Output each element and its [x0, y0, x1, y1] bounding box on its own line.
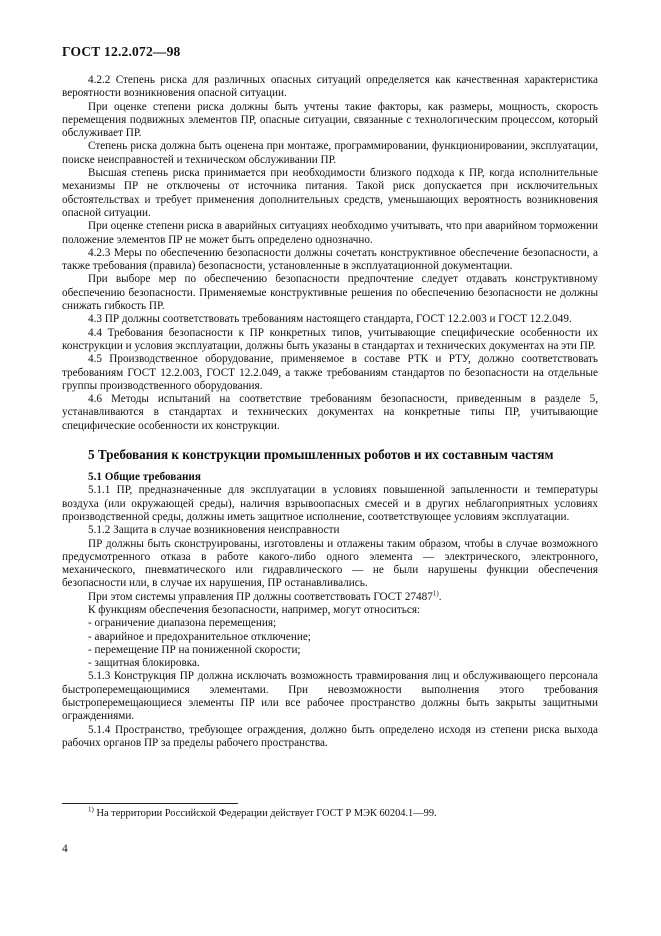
list-item: - защитная блокировка. — [88, 657, 200, 670]
paragraph: Высшая степень риска принимается при необходимости близкого подхода к ПР, когда исполнительные механизмы ПР не отключены от источника питания. Такой риск допускается при исключительных обстоятельствах и требует применения дополнительных средств, уменьшающих вероятность возникновения опасной ситуации. — [62, 167, 598, 219]
document-body — [62, 74, 598, 750]
gost-reference-end: . — [438, 590, 442, 603]
list-item: - перемещение ПР на пониженной скорости; — [88, 643, 301, 656]
paragraph: 4.4 Требования безопасности к ПР конкретных типов, учитывающие специфические особенности их конструкции и условия эксплуатации, должны быть указаны в стандартах и технических документах на эти ПР. — [62, 326, 598, 352]
paragraph: 4.3 ПР должны соответствовать требованиям настоящего стандарта, ГОСТ 12.2.003 и ГОСТ 12.2.049. — [88, 313, 572, 326]
gost-reference-paragraph — [62, 588, 598, 604]
list-item: - ограничение диапазона перемещения; — [88, 617, 277, 630]
footnote-text: На территории Российской Федерации действует ГОСТ Р МЭК 60204.1—99. — [96, 808, 437, 819]
paragraph: 4.2.2 Степень риска для различных опасных ситуаций определяется как качественная характеристика вероятности возникновения опасной ситуации. — [62, 74, 598, 100]
page-number: 4 — [62, 843, 68, 855]
paragraph: 5.1.2 Защита в случае возникновения неисправности — [88, 524, 340, 537]
list-intro: К функциям обеспечения безопасности, например, могут относиться: — [88, 603, 421, 616]
footnote-marker: 1) — [88, 805, 94, 814]
document-header: ГОСТ 12.2.072—98 — [62, 44, 181, 59]
paragraph: При оценке степени риска в аварийных ситуациях необходимо учитывать, что при аварийном торможении положение элементов ПР не может быть определено однозначно. — [62, 220, 598, 246]
paragraph: 4.6 Методы испытаний на соответствие требованиям безопасности, приведенным в разделе 5, устанавливаются в стандартах и технических документах на конкретные типы ПР, учитывающие специфические особенности их конструкции. — [62, 393, 598, 432]
paragraph: 5.1.1 ПР, предназначенные для эксплуатации в условиях повышенной запыленности и температуры воздуха (или окружающей среды), наличия взрывоопасных смесей и в других неблагоприятных условиях производственной среды, должны иметь защитное исполнение, соответствующее условиям эксплуатации. — [62, 484, 598, 523]
gost-reference-text: При этом системы управления ПР должны соответствовать ГОСТ 27487 — [88, 590, 433, 603]
footnote — [88, 805, 437, 819]
section-title: 5 Требования к конструкции промышленных роботов и их составным частям — [88, 447, 554, 463]
footnote-reference: 1) — [432, 588, 439, 597]
paragraph: 5.1.4 Пространство, требующее ограждения, должно быть определено исходя из степени риска выхода рабочих органов ПР за пределы рабочего пространства. — [62, 723, 598, 749]
paragraph: ПР должны быть сконструированы, изготовлены и отлажены таким образом, чтобы в случае возможного предусмотренного отказа в работе какого-либо одного элемента — электрического, электронного, механического, пневматического или гидравлического — не были нарушены функции обеспечения безопасности или, в случае их нарушения, ПР останавливались. — [62, 537, 598, 590]
list-item: - аварийное и предохранительное отключение; — [88, 630, 311, 643]
footnote-divider — [62, 803, 238, 804]
paragraph: Степень риска должна быть оценена при монтаже, программировании, функционировании, эксплуатации, поиске неисправностей и техническом обслуживании ПР. — [62, 140, 598, 166]
paragraph: 5.1.3 Конструкция ПР должна исключать возможность травмирования лиц и обслуживающего персонала быстроперемещающимися элементами. При невозможности выполнения этого требования быстроперемещающиеся элементы ПР или все рабочее пространство должны быть закрыты защитными ограждениями. — [62, 670, 598, 723]
paragraph: 4.2.3 Меры по обеспечению безопасности должны сочетать конструктивное обеспечение безопасности, а также требования (правила) безопасности, установленные в эксплуатационной документации. — [62, 246, 598, 273]
paragraph: При оценке степени риска должны быть учтены такие факторы, как размеры, мощность, скорость перемещения подвижных элементов ПР, опасные ситуации, связанные с технологическим процессом, который обслуживает ПР. — [62, 100, 598, 140]
paragraph: 4.5 Производственное оборудование, применяемое в составе РТК и РТУ, должно соответствовать требованиям ГОСТ 12.2.003, ГОСТ 12.2.049, а также требованиям стандартов по безопасности на отдельные группы производственного оборудования. — [62, 353, 598, 392]
subsection-title: 5.1 Общие требования — [88, 471, 201, 484]
paragraph: При выборе мер по обеспечению безопасности предпочтение следует отдавать конструктивному обеспечению безопасности. Применяемые конструктивные решения по обеспечению безопасности не должны снижать гибкость ПР. — [62, 273, 598, 313]
